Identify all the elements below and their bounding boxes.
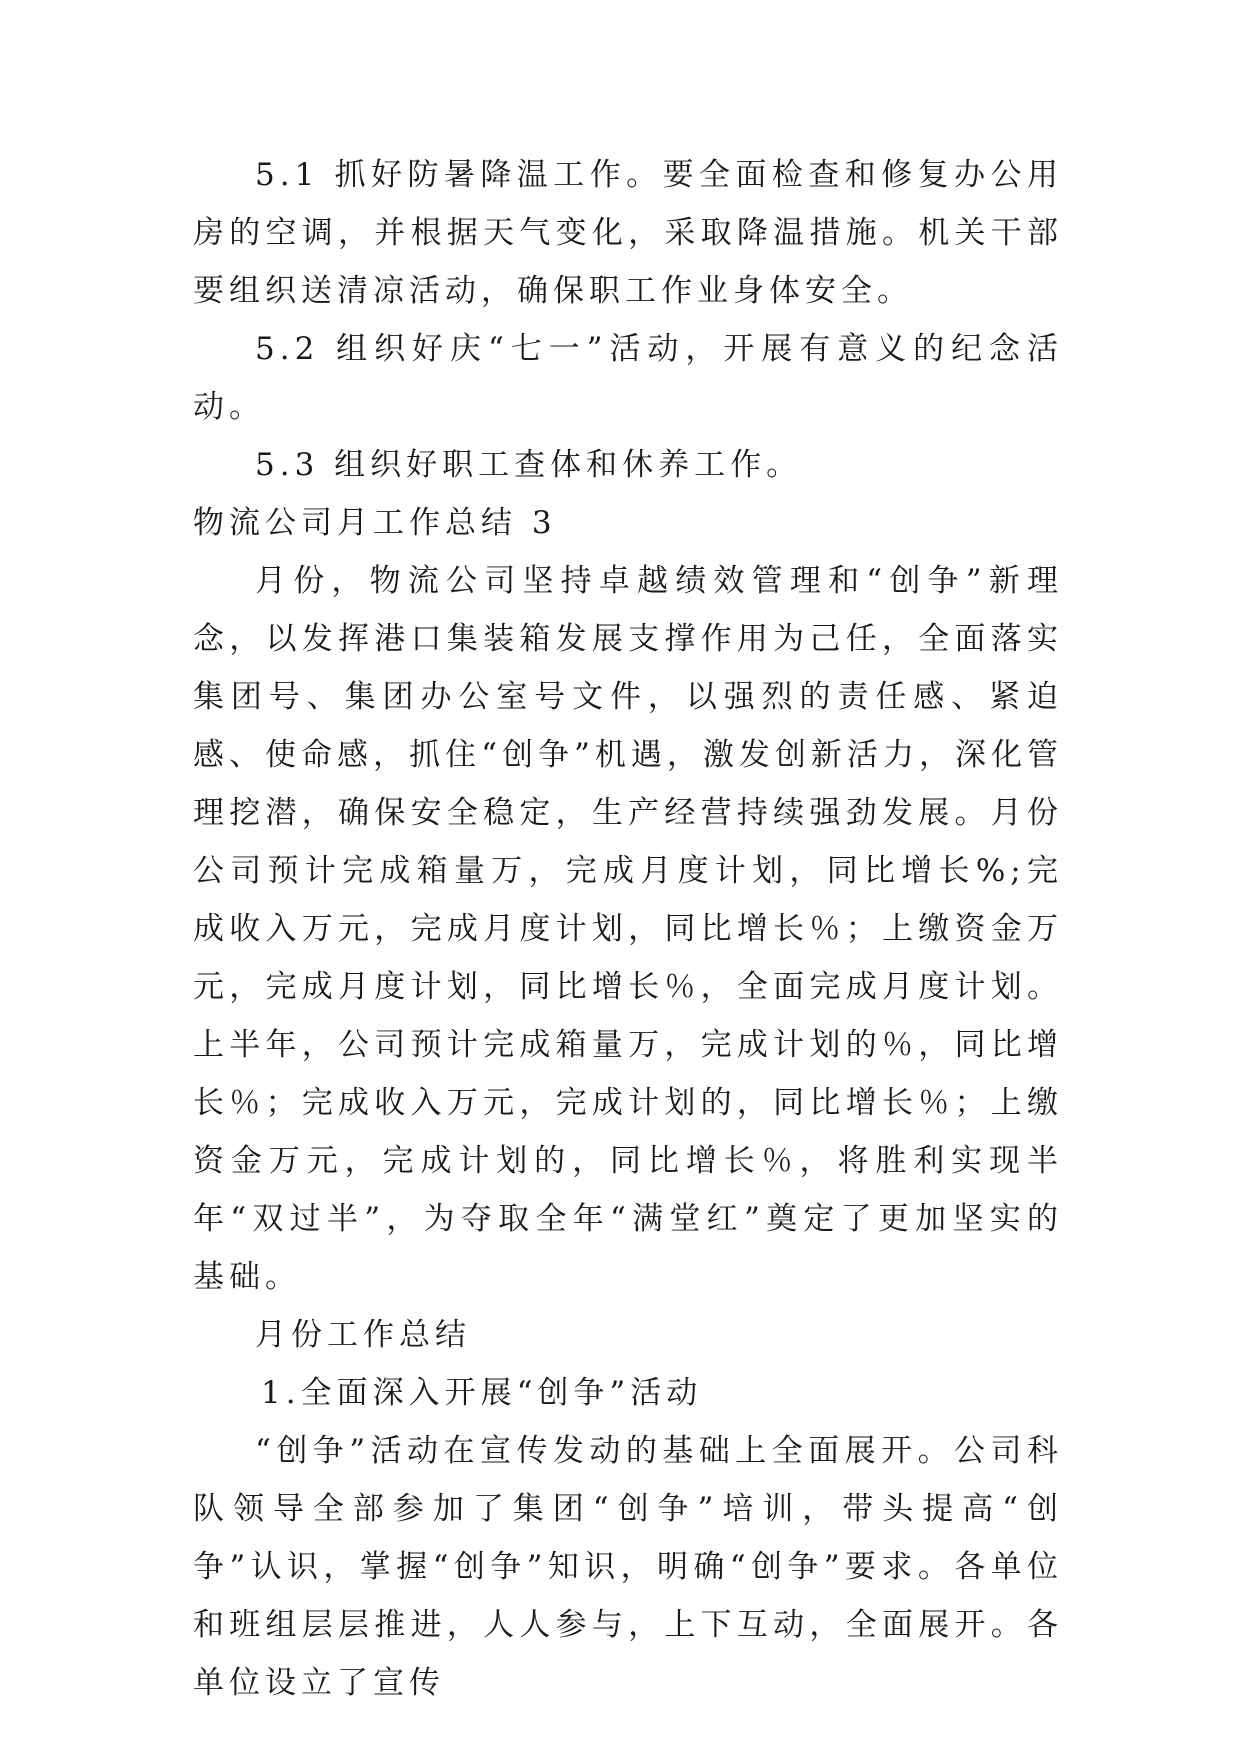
paragraph-5-2: 5.2 组织好庆“七一”活动，开展有意义的纪念活动。: [193, 331, 1063, 425]
paragraph-chuangzheng: “创争”活动在宣传发动的基础上全面展开。公司科队领导全部参加了集团“创争”培训，带头提高“创争”认识，掌握“创争”知识，明确“创争”要求。各单位和班组层层推进，人人参与，上下互动，全面展开。各单位设立了宣传: [193, 1433, 1063, 1701]
paragraph-5-1: 5.1 抓好防暑降温工作。要全面检查和修复办公用房的空调，并根据天气变化，采取降温措施。机关干部要组织送清凉活动，确保职工作业身体安全。: [193, 157, 1063, 309]
subheading-item-1: 1.全面深入开展“创争”活动: [261, 1375, 703, 1411]
section-title: 物流公司月工作总结 3: [193, 505, 557, 541]
paragraph-summary: 月份，物流公司坚持卓越绩效管理和“创争”新理念，以发挥港口集装箱发展支撑作用为己任，全面落实集团号、集团办公室号文件，以强烈的责任感、紧迫感、使命感，抓住“创争”机遇，激发创新活力，深化管理挖潜，确保安全稳定，生产经营持续强劲发展。月份公司预计完成箱量万，完成月度计划，同比增长%;完成收入万元，完成月度计划，同比增长％；上缴资金万元，完成月度计划，同比增长％，全面完成月度计划。上半年，公司预计完成箱量万，完成计划的％，同比增长％；完成收入万元，完成计划的，同比增长％；上缴资金万元，完成计划的，同比增长％，将胜利实现半年“双过半”，为夺取全年“满堂红”奠定了更加坚实的基础。: [193, 563, 1063, 1295]
document-body: [193, 146, 1063, 1712]
paragraph-5-3: 5.3 组织好职工查体和休养工作。: [255, 447, 803, 483]
subheading-monthly-summary: 月份工作总结: [255, 1317, 471, 1353]
